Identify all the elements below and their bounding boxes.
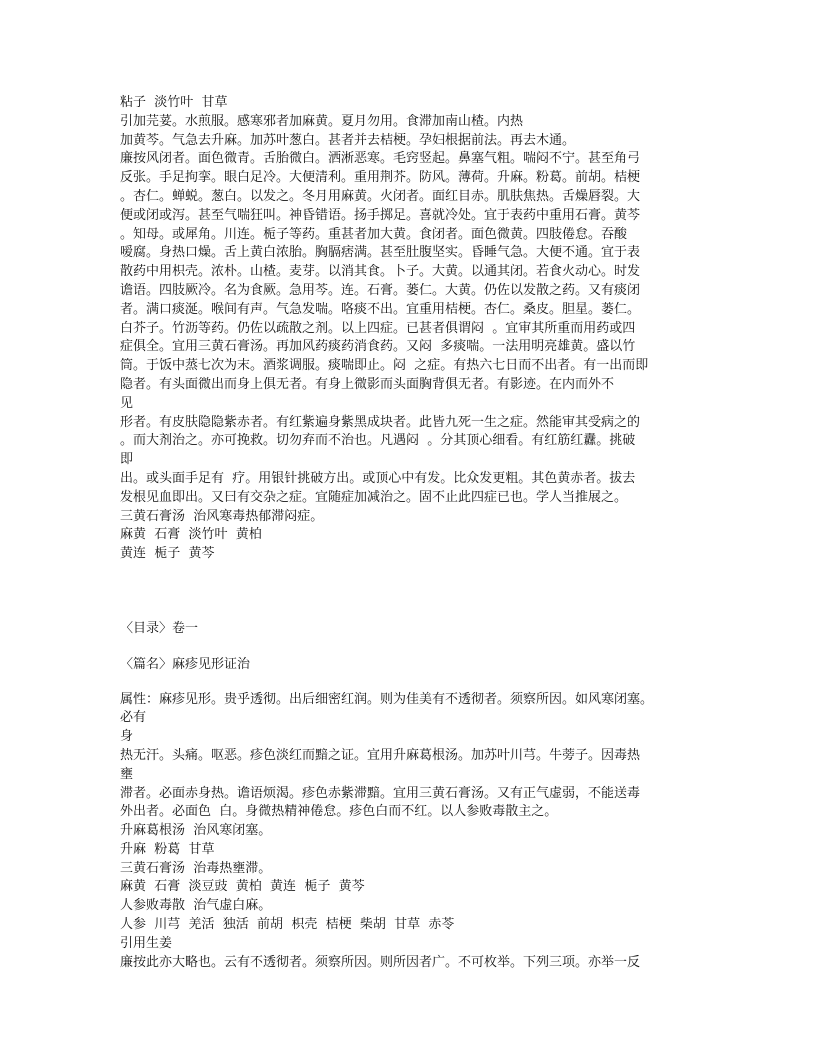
text-line: 者。满口痰涎。喉间有声。气急发喘。咯痰不出。宜重用桔梗。杏仁。桑皮。胆星。蒌仁。 bbox=[120, 301, 641, 317]
body-text-line: 壅 bbox=[120, 766, 134, 782]
document-page bbox=[120, 94, 700, 972]
body-text-line: 人参 川芎 羌活 独活 前胡 枳壳 桔梗 柴胡 甘草 赤苓 bbox=[120, 917, 455, 933]
text-line: 见 bbox=[120, 395, 134, 411]
spacer bbox=[120, 675, 700, 691]
body-text-line: 外出者。必面色 白。身微热精神倦怠。疹色白而不红。以人参败毒散主之。 bbox=[120, 804, 558, 820]
body-text-line: 必有 bbox=[120, 710, 147, 726]
text-line: 筒。于饭中蒸七次为末。酒浆调服。痰喘即止。闷 之症。有热六七日而不出者。有一出而即 bbox=[120, 358, 649, 374]
text-line: 嗳腐。身热口燥。舌上黄白浓胎。胸膈痞满。甚至肚腹坚实。昏睡气急。大便不通。宜于表 bbox=[120, 245, 641, 261]
spacer bbox=[120, 639, 700, 656]
text-line: 三黄石膏汤 治风寒毒热郁滞闷症。 bbox=[120, 508, 324, 524]
text-line: 发根见血即出。又曰有交杂之症。宜随症加减治之。固不止此四症已也。学人当推展之。 bbox=[120, 489, 628, 505]
text-line: 散药中用枳壳。浓朴。山楂。麦芽。以消其食。卜子。大黄。以通其闭。若食火动心。时发 bbox=[120, 264, 641, 280]
text-line: 粘子 淡竹叶 甘草 bbox=[120, 95, 228, 110]
text-line: 反张。手足拘挛。眼白足冷。大便清利。重用荆芥。防风。薄荷。升麻。粉葛。前胡。桔梗 bbox=[120, 170, 641, 186]
text-line: 加黄芩。气急去升麻。加苏叶葱白。甚者并去桔梗。孕妇根据前法。再去木通。 bbox=[120, 132, 576, 148]
body-text-line: 升麻 粉葛 甘草 bbox=[120, 841, 215, 857]
text-line: 出。或头面手足有 疗。用银针挑破方出。或顶心中有发。比众发更粗。其色黄赤者。拔去 bbox=[120, 470, 636, 486]
body-text-line: 升麻葛根汤 治风寒闭塞。 bbox=[120, 823, 272, 839]
body-text-line: 引用生姜 bbox=[120, 935, 173, 951]
body-text-line: 滞者。必面赤身热。谵语烦渴。疹色赤紫滞黯。宜用三黄石膏汤。又有正气虚弱，不能送毒 bbox=[120, 785, 641, 801]
body-text-line: 属性：麻疹见形。贵乎透彻。出后细密红润。则为佳美有不透彻者。须察所因。如风寒闭塞。 bbox=[120, 691, 654, 707]
body-text-line: 人参败毒散 治气虚白麻。 bbox=[120, 898, 272, 914]
text-line: 形者。有皮肤隐隐紫赤者。有红紫遍身紫黑成块者。此皆九死一生之症。然能审其受病之的 bbox=[120, 414, 641, 430]
text-block-chapter-body bbox=[120, 691, 700, 973]
text-line: 引加芫荽。水煎服。感寒邪者加麻黄。夏月勿用。食滞加南山楂。内热 bbox=[120, 113, 524, 129]
body-text-line: 热无汗。头痛。呕恶。疹色淡红而黯之证。宜用升麻葛根汤。加苏叶川芎。牛蒡子。因毒热 bbox=[120, 747, 641, 763]
text-line: 。而大剂治之。亦可挽救。切勿弃而不治也。凡遇闷 。分其顶心细看。有红筋红纛。挑破 bbox=[120, 433, 636, 449]
text-line: 廉按风闭者。面色微青。舌胎微白。洒淅恶寒。毛窍竖起。鼻塞气粗。喘闷不宁。甚至角弓 bbox=[120, 151, 641, 167]
text-line: 。杏仁。蝉蜕。葱白。以发之。冬月用麻黄。火闭者。面红目赤。肌肤焦热。舌燥唇裂。大 bbox=[120, 188, 641, 204]
body-text-line: 廉按此亦大略也。云有不透彻者。须察所因。则所因者广。不可枚举。下列三项。亦举一反 bbox=[120, 954, 641, 970]
text-line: 白芥子。竹沥等药。仍佐以疏散之剂。以上四症。已甚者俱谓闷 。宜审其所重而用药或四 bbox=[120, 320, 636, 336]
text-line: 谵语。四肢厥冷。名为食厥。急用芩。连。石膏。蒌仁。大黄。仍佐以发散之药。又有痰闭 bbox=[120, 282, 641, 298]
text-line: 麻黄 石膏 淡竹叶 黄柏 bbox=[120, 527, 262, 543]
text-line: 症俱全。宜用三黄石膏汤。再加风药痰药消食药。又闷 多痰喘。一法用明亮雄黄。盛以竹 bbox=[120, 339, 636, 355]
text-line: 即 bbox=[120, 452, 134, 468]
text-line: 黄连 栀子 黄芩 bbox=[120, 546, 215, 562]
text-line: 。知母。或犀角。川连。栀子等药。重甚者加大黄。食闭者。面色微黄。四肢倦怠。吞酸 bbox=[120, 226, 628, 242]
text-block-formula-notes bbox=[120, 94, 700, 564]
text-line: 便或闭或泻。甚至气喘狂叫。神昏错语。扬手掷足。喜就冷处。宜于表药中重用石膏。黄芩 bbox=[120, 207, 641, 223]
body-text-line: 三黄石膏汤 治毒热壅滞。 bbox=[120, 860, 272, 876]
spacer bbox=[120, 564, 700, 620]
body-text-line: 身 bbox=[120, 729, 134, 745]
toc-heading: 〈目录〉卷一 bbox=[120, 620, 199, 636]
text-line: 隐者。有头面微出而身上俱无者。有身上微影而头面胸背俱无者。有影迹。在内而外不 bbox=[120, 376, 615, 392]
body-text-line: 麻黄 石膏 淡豆豉 黄柏 黄连 栀子 黄芩 bbox=[120, 879, 365, 895]
chapter-heading: 〈篇名〉麻疹见形证治 bbox=[120, 656, 251, 672]
